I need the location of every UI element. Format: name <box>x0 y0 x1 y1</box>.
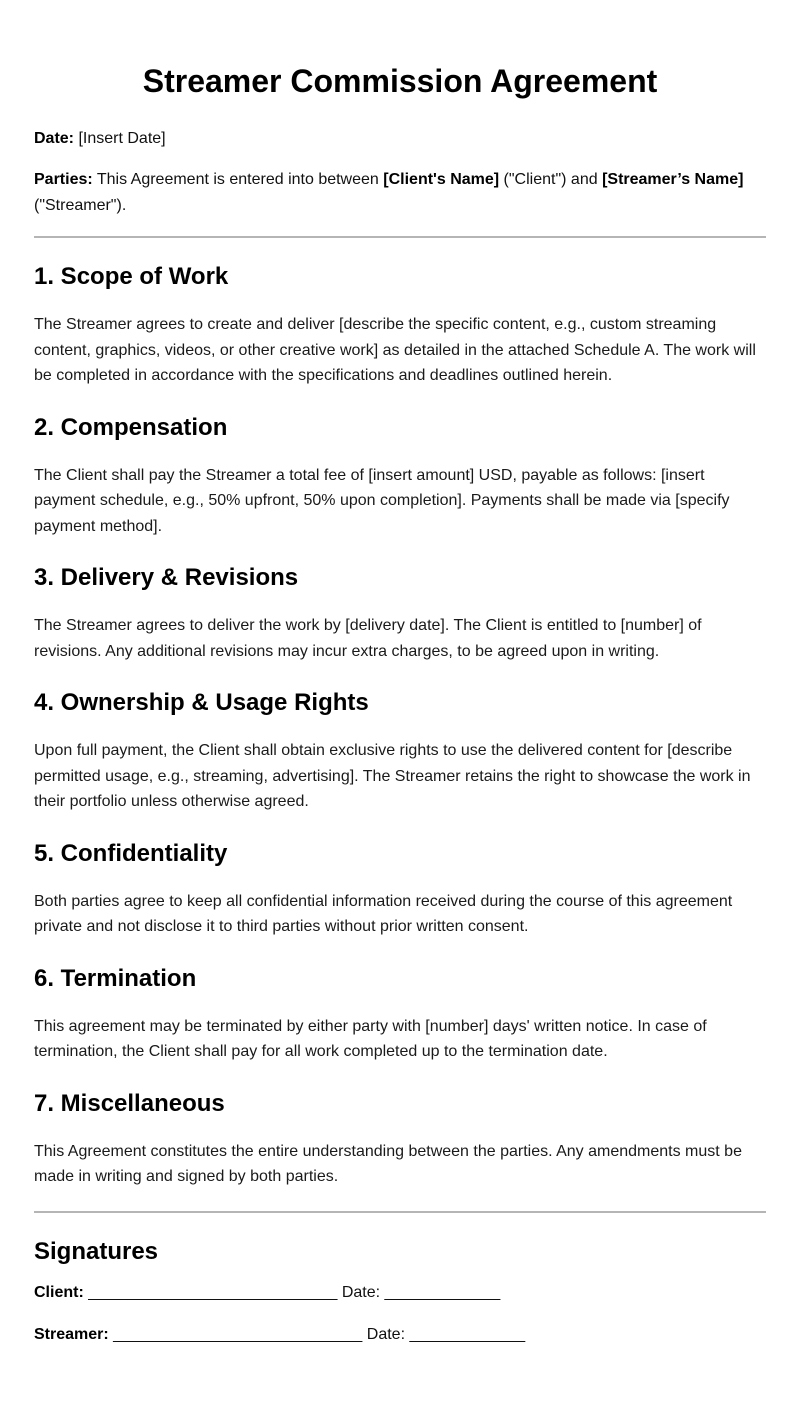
streamer-signature-row <box>34 1323 766 1347</box>
section-heading: 1. Scope of Work <box>34 263 229 290</box>
streamer-date-label: Date: <box>366 1325 406 1343</box>
section-heading: 4. Ownership & Usage Rights <box>34 689 369 716</box>
section-body: This agreement may be terminated by either party with [number] days' written notice. In case of termination, the Client shall pay for all work completed up to the termination date. <box>34 1017 707 1060</box>
section-heading: 2. Compensation <box>34 413 228 441</box>
date-line <box>34 126 766 152</box>
section-miscellaneous <box>34 1089 766 1190</box>
client-name-placeholder: [Client's Name] <box>383 171 500 188</box>
parties-line <box>34 167 766 219</box>
section-ownership-usage-rights <box>34 688 766 815</box>
client-date-label: Date: <box>341 1283 381 1301</box>
section-body: The Streamer agrees to create and deliver [describe the specific content, e.g., custom streaming content, graphics, videos, or other creative work] as detailed in the attached Schedule A. The work will be completed in accordance with the specifications and deadlines outlined herein. <box>34 316 756 384</box>
streamer-signature-label: Streamer: <box>34 1325 109 1343</box>
streamer-signature-line[interactable]: ____________________________ <box>113 1325 363 1343</box>
parties-text-3: ("Streamer"). <box>34 197 127 214</box>
date-value: [Insert Date] <box>78 130 166 147</box>
section-body: Upon full payment, the Client shall obtain exclusive rights to use the delivered content for [describe permitted usage, e.g., streaming, advertising]. The Streamer retains the right to showcase the work in their portfolio unless otherwise agreed. <box>34 742 751 810</box>
section-heading: 5. Confidentiality <box>34 839 228 867</box>
client-signature-label: Client: <box>34 1283 84 1301</box>
streamer-date-line[interactable]: _____________ <box>409 1325 526 1343</box>
streamer-name-placeholder: [Streamer’s Name] <box>602 171 744 188</box>
section-confidentiality <box>34 839 766 940</box>
section-heading: 6. Termination <box>34 964 197 992</box>
section-body: This Agreement constitutes the entire understanding between the parties. Any amendments must be made in writing and signed by both parties. <box>34 1142 742 1185</box>
date-label: Date: <box>34 130 75 147</box>
section-body: The Streamer agrees to deliver the work by [delivery date]. The Client is entitled to [number] of revisions. Any additional revisions may incur extra charges, to be agreed upon in writing. <box>34 617 702 660</box>
document-title: Streamer Commission Agreement <box>142 63 658 99</box>
section-termination <box>34 964 766 1065</box>
section-compensation <box>34 413 766 540</box>
section-body: Both parties agree to keep all confidential information received during the course of this agreement private and not disclose it to third parties without prior written consent. <box>34 892 733 935</box>
signatures-heading: Signatures <box>34 1237 159 1265</box>
section-delivery-revisions <box>34 563 766 664</box>
parties-text-1: This Agreement is entered into between <box>96 171 379 188</box>
client-signature-row <box>34 1281 766 1305</box>
parties-label: Parties: <box>34 171 93 188</box>
parties-text-2: ("Client") and <box>503 171 598 188</box>
section-heading: 3. Delivery & Revisions <box>34 564 299 591</box>
section-scope-of-work <box>34 262 766 389</box>
top-divider <box>34 236 766 238</box>
client-signature-line[interactable]: ____________________________ <box>88 1283 338 1301</box>
bottom-divider <box>34 1211 766 1213</box>
client-date-line[interactable]: _____________ <box>384 1283 501 1301</box>
section-heading: 7. Miscellaneous <box>34 1089 225 1117</box>
section-body: The Client shall pay the Streamer a total fee of [insert amount] USD, payable as follows: [insert payment schedule, e.g., 50% upfront, 50% upon completion]. Payments shall be made via [specify payment method]. <box>34 466 730 535</box>
